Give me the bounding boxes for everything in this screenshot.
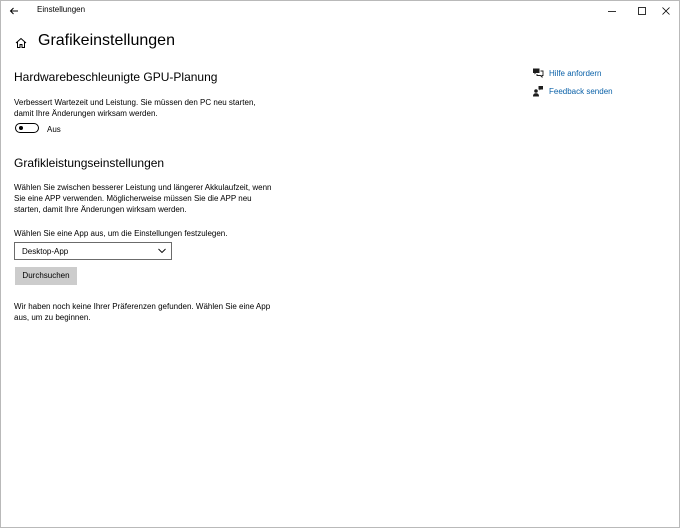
performance-description-line: Sie eine APP verwenden. Möglicherweise müssen Sie die APP neu [14,194,252,203]
performance-description-line: starten, damit Ihre Änderungen wirksam werden. [14,205,187,214]
feedback-person-icon [532,85,544,97]
back-arrow-icon [9,6,19,16]
toggle-knob [19,126,23,130]
gpu-section-title: Hardwarebeschleunigte GPU-Planung [14,70,218,84]
page-title: Grafikeinstellungen [38,32,175,49]
back-button[interactable] [5,3,23,19]
close-button[interactable] [651,1,680,21]
toggle-state-label: Aus [47,125,61,134]
maximize-icon [637,6,647,16]
feedback-link[interactable] [532,85,613,97]
app-type-dropdown[interactable] [14,242,172,260]
empty-state-line: Wir haben noch keine Ihrer Präferenzen gefunden. Wählen Sie eine App [14,302,271,311]
minimize-icon [607,6,617,16]
choose-app-label: Wählen Sie eine App aus, um die Einstellungen festzulegen. [14,229,228,238]
window-title: Einstellungen [37,5,86,14]
title-bar [1,1,679,21]
help-chat-icon [532,67,544,79]
help-link[interactable] [532,67,601,79]
dropdown-value: Desktop-App [22,247,69,256]
chevron-down-icon [158,248,166,254]
minimize-button[interactable] [597,1,627,21]
help-link-label[interactable]: Hilfe anfordern [549,68,602,78]
gpu-description-line: damit Ihre Änderungen wirksam werden. [14,109,158,118]
empty-state-line: aus, um zu beginnen. [14,313,91,322]
performance-section-title: Grafikleistungseinstellungen [14,156,165,170]
browse-button[interactable]: Durchsuchen [15,267,77,285]
home-icon[interactable] [15,37,27,49]
gpu-scheduling-toggle[interactable] [15,123,39,133]
performance-description [14,182,276,215]
gpu-description [14,97,276,119]
empty-state-message [14,301,276,323]
performance-description-line: Wählen Sie zwischen besserer Leistung und längerer Akkulaufzeit, wenn [14,183,272,192]
close-icon [661,6,671,16]
feedback-link-label[interactable]: Feedback senden [549,86,613,96]
gpu-description-line: Verbessert Wartezeit und Leistung. Sie müssen den PC neu starten, [14,98,256,107]
